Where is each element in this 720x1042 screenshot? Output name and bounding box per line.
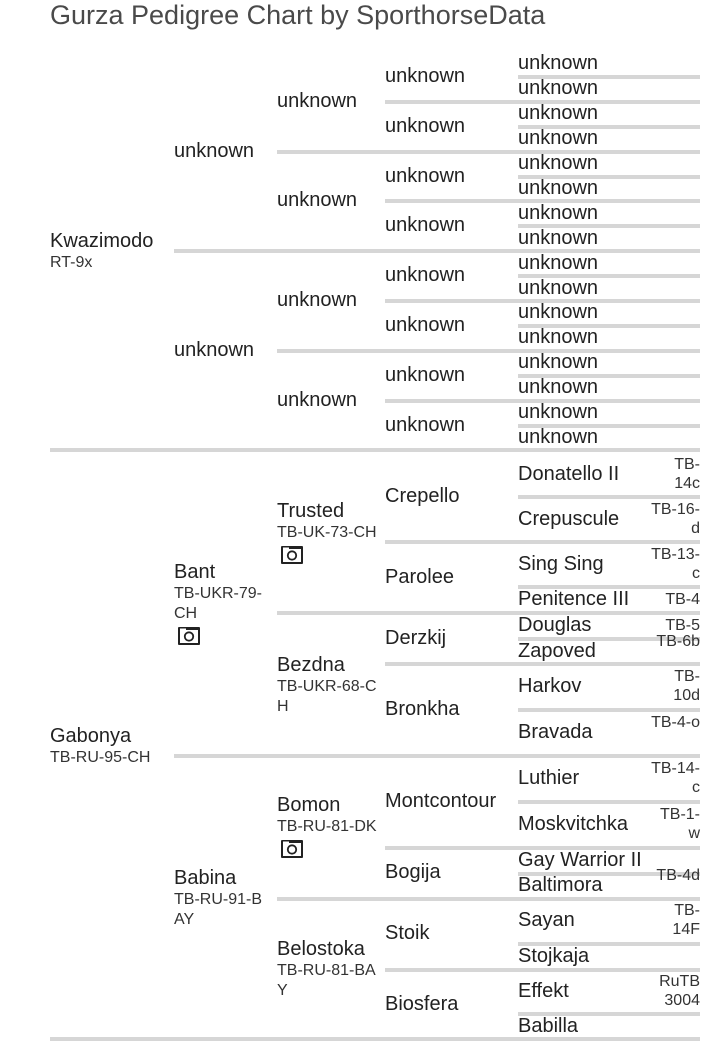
horse-name-sire-dam-sire-dam-sire[interactable]: unknown	[518, 301, 599, 324]
horse-code-dam-sire-dam-dam-dam: TB-4-o	[651, 714, 700, 732]
row-divider	[518, 897, 700, 901]
horse-code-dam-dam-dam-sire-sire: TB-14F	[672, 902, 700, 939]
horse-name-sire-dam-dam-sire-dam[interactable]: unknown	[518, 376, 599, 399]
horse-code-dam-dam-sire-sire-dam: TB-1-w	[660, 805, 700, 842]
camera-icon[interactable]	[177, 626, 201, 646]
horse-code-dam-sire-dam: TB-UKR-68-CH	[277, 677, 377, 715]
horse-code-dam-sire-sire: TB-UK-73-CH	[277, 523, 377, 541]
horse-name-dam-sire-dam-sire[interactable]: Derzkij	[385, 626, 447, 649]
horse-code-dam-sire-sire-dam-dam: TB-4	[665, 590, 700, 608]
horse-name-dam-dam-dam-sire-dam[interactable]: Stojkaja	[518, 944, 590, 967]
horse-name-sire-dam-dam-dam-sire[interactable]: unknown	[518, 401, 599, 424]
horse-name-sire-dam[interactable]: unknown	[174, 338, 255, 361]
horse-name-dam-sire-dam-dam-sire[interactable]: Harkov	[518, 675, 582, 698]
horse-code-dam-sire: TB-UKR-79-CH	[174, 585, 263, 623]
horse-name-dam-dam-sire-sire-sire[interactable]: Luthier	[518, 766, 580, 789]
horse-code-dam-dam-sire-sire-sire: TB-14-c	[651, 759, 700, 796]
horse-name-dam-sire-sire-sire-dam[interactable]: Crepuscule	[518, 507, 620, 530]
horse-name-sire[interactable]: Kwazimodo	[50, 230, 154, 253]
horse-code-dam-sire-dam-dam-sire: TB-10d	[673, 668, 700, 705]
horse-name-sire-dam-dam-dam-dam[interactable]: unknown	[518, 425, 599, 448]
horse-code-dam-sire-sire-sire-dam: TB-16-d	[651, 500, 700, 537]
row-divider	[518, 448, 700, 452]
horse-name-dam-dam-dam-dam-sire[interactable]: Effekt	[518, 979, 569, 1002]
horse-name-sire-sire-sire-dam-sire[interactable]: unknown	[518, 102, 599, 125]
horse-name-dam-sire-sire-dam[interactable]: Parolee	[385, 565, 454, 588]
horse-name-dam-dam-dam[interactable]: Belostoka	[277, 938, 365, 961]
horse-name-dam-sire-dam-sire-dam[interactable]: Zapoved	[518, 639, 596, 662]
row-divider	[518, 1037, 700, 1041]
horse-code-dam-sire-dam-sire-sire: TB-5	[665, 616, 700, 634]
horse-name-sire-sire-sire-dam[interactable]: unknown	[385, 114, 466, 137]
horse-name-dam-sire-dam-sire-sire[interactable]: Douglas	[518, 614, 592, 637]
horse-name-sire-sire-dam[interactable]: unknown	[277, 189, 358, 212]
row-divider	[518, 754, 700, 758]
horse-name-sire-dam-sire-sire-dam[interactable]: unknown	[518, 276, 599, 299]
horse-name-dam-dam-sire-dam[interactable]: Bogija	[385, 861, 441, 884]
horse-name-sire-dam-dam-sire-sire[interactable]: unknown	[518, 351, 599, 374]
row-divider	[518, 540, 700, 544]
horse-code-dam-sire-sire-dam-sire: TB-13-c	[651, 545, 700, 582]
horse-code-dam-sire-sire-sire-sire: TB-14c	[674, 455, 700, 492]
horse-name-sire-sire[interactable]: unknown	[174, 139, 255, 162]
horse-name-sire-sire-dam-sire[interactable]: unknown	[385, 164, 466, 187]
row-divider	[518, 495, 700, 499]
horse-name-sire-dam-sire-sire[interactable]: unknown	[385, 264, 466, 287]
horse-name-dam-sire-sire[interactable]: Trusted	[277, 499, 345, 522]
horse-code-dam-sire-dam-sire-dam: TB-6b	[656, 632, 700, 650]
horse-name-dam[interactable]: Gabonya	[50, 724, 132, 747]
horse-code-dam-dam-sire-dam-dam: TB-4d	[656, 867, 700, 885]
horse-name-sire-dam-dam-sire[interactable]: unknown	[385, 363, 466, 386]
horse-name-dam-dam-sire-dam-dam[interactable]: Baltimora	[518, 874, 603, 897]
horse-name-sire-sire-dam-sire-sire[interactable]: unknown	[518, 152, 599, 175]
row-divider	[518, 662, 700, 666]
horse-name-sire-sire-sire-sire[interactable]: unknown	[385, 64, 466, 87]
horse-name-dam-dam-sire-sire[interactable]: Montcontour	[385, 789, 497, 812]
camera-icon[interactable]	[280, 839, 304, 859]
horse-name-dam-dam-dam-sire[interactable]: Stoik	[385, 922, 430, 945]
horse-name-sire-sire-sire-dam-dam[interactable]: unknown	[518, 127, 599, 150]
horse-name-sire-sire-sire[interactable]: unknown	[277, 89, 358, 112]
horse-code-dam-dam-dam: TB-RU-81-BAY	[277, 962, 376, 1000]
horse-name-dam-dam-sire-dam-sire[interactable]: Gay Warrior II	[518, 848, 642, 871]
horse-name-sire-sire-sire-sire-sire[interactable]: unknown	[518, 52, 599, 75]
horse-name-dam-sire-dam-dam[interactable]: Bronkha	[385, 698, 460, 721]
horse-name-dam-dam-dam-sire-sire[interactable]: Sayan	[518, 909, 575, 932]
horse-code-dam-dam: TB-RU-91-BAY	[174, 890, 263, 928]
horse-name-dam-sire-sire-dam-sire[interactable]: Sing Sing	[518, 552, 604, 575]
horse-name-dam-sire-sire-sire-sire[interactable]: Donatello II	[518, 462, 620, 485]
horse-name-sire-sire-dam-dam-dam[interactable]: unknown	[518, 226, 599, 249]
horse-name-sire-dam-dam-dam[interactable]: unknown	[385, 413, 466, 436]
horse-code-dam-dam-dam-dam-sire: RuTB 3004	[659, 972, 700, 1009]
horse-name-dam-sire-dam-dam-dam[interactable]: Bravada	[518, 721, 593, 744]
row-divider	[518, 708, 700, 712]
horse-name-dam-dam-sire[interactable]: Bomon	[277, 794, 341, 817]
row-divider	[518, 800, 700, 804]
horse-name-sire-sire-sire-sire-dam[interactable]: unknown	[518, 77, 599, 100]
horse-name-sire-dam-sire-sire-sire[interactable]: unknown	[518, 251, 599, 274]
horse-name-sire-sire-dam-sire-dam[interactable]: unknown	[518, 176, 599, 199]
horse-name-sire-dam-dam[interactable]: unknown	[277, 388, 358, 411]
horse-name-dam-dam-dam-dam-dam[interactable]: Babilla	[518, 1014, 579, 1037]
horse-name-dam-dam[interactable]: Babina	[174, 866, 237, 889]
horse-name-sire-sire-dam-dam-sire[interactable]: unknown	[518, 201, 599, 224]
horse-name-dam-dam-sire-sire-dam[interactable]: Moskvitchka	[518, 812, 629, 835]
horse-name-sire-dam-sire-dam[interactable]: unknown	[385, 313, 466, 336]
horse-name-sire-dam-sire[interactable]: unknown	[277, 289, 358, 311]
horse-name-sire-sire-dam-dam[interactable]: unknown	[385, 214, 466, 237]
horse-name-dam-sire-dam[interactable]: Bezdna	[277, 653, 345, 676]
horse-code-sire: RT-9x	[50, 254, 93, 272]
horse-name-dam-sire-sire-sire[interactable]: Crepello	[385, 485, 460, 508]
horse-name-dam-sire-sire-dam-dam[interactable]: Penitence III	[518, 588, 630, 611]
camera-icon[interactable]	[280, 545, 304, 565]
page-title: Gurza Pedigree Chart by SporthorseData	[50, 0, 546, 30]
horse-code-dam: TB-RU-95-CH	[50, 748, 151, 766]
horse-code-dam-dam-sire: TB-RU-81-DK	[277, 818, 377, 836]
horse-name-dam-dam-dam-dam[interactable]: Biosfera	[385, 992, 459, 1015]
horse-name-sire-dam-sire-dam-dam[interactable]: unknown	[518, 326, 599, 349]
horse-name-dam-sire[interactable]: Bant	[174, 561, 216, 584]
